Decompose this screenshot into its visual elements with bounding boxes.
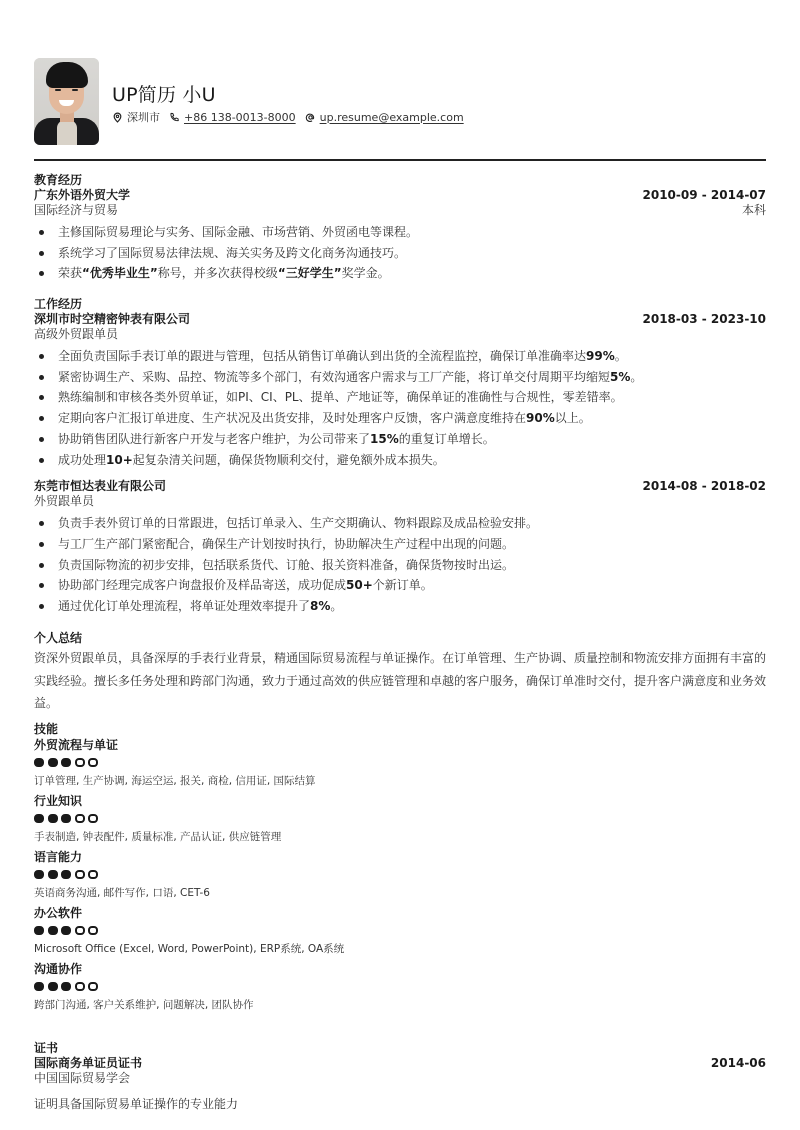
empty-dot-icon bbox=[75, 926, 85, 935]
contact-email[interactable] bbox=[305, 111, 464, 124]
skill-name: 行业知识 bbox=[34, 794, 83, 808]
skill-level-dots bbox=[34, 758, 766, 768]
skill-item bbox=[34, 905, 766, 956]
profile-photo bbox=[34, 58, 99, 145]
empty-dot-icon bbox=[88, 870, 98, 879]
section-title: 教育经历 bbox=[34, 173, 83, 187]
work-date: 2014-08 - 2018-02 bbox=[642, 479, 766, 494]
certificate-date: 2014-06 bbox=[710, 1056, 766, 1070]
filled-dot-icon bbox=[34, 814, 44, 823]
skill-name: 语言能力 bbox=[34, 850, 83, 864]
bullet-item: 协助部门经理完成客户询盘报价及样品寄送，成功促成50+个新订单。 bbox=[34, 575, 766, 596]
filled-dot-icon bbox=[48, 870, 58, 879]
company-name: 深圳市时空精密钟表有限公司 bbox=[34, 312, 191, 326]
bullet-item: 定期向客户汇报订单进度、生产状况及出货安排，及时处理客户反馈，客户满意度维持在90%以上。 bbox=[34, 408, 766, 429]
filled-dot-icon bbox=[48, 982, 58, 991]
section-title: 工作经历 bbox=[34, 297, 83, 311]
skill-keywords: Microsoft Office (Excel, Word, PowerPoint), ERP系统, OA系统 bbox=[34, 943, 345, 955]
skill-item bbox=[34, 793, 766, 844]
filled-dot-icon bbox=[61, 814, 71, 823]
skill-level-dots bbox=[34, 870, 766, 880]
location-text: 深圳市 bbox=[127, 111, 160, 124]
bullet-item: 主修国际贸易理论与实务、国际金融、市场营销、外贸函电等课程。 bbox=[34, 222, 766, 243]
contact-phone[interactable] bbox=[169, 111, 296, 124]
filled-dot-icon bbox=[34, 758, 44, 767]
candidate-name: UP简历 小U bbox=[112, 84, 216, 106]
work-bullets bbox=[34, 513, 766, 617]
section-title: 证书 bbox=[34, 1041, 59, 1055]
skill-level-dots bbox=[34, 814, 766, 824]
summary-section bbox=[34, 631, 766, 715]
bullet-item: 协助销售团队进行新客户开发与老客户维护，为公司带来了15%的重复订单增长。 bbox=[34, 429, 766, 450]
phone-link[interactable]: +86 138-0013-8000 bbox=[184, 110, 296, 124]
empty-dot-icon bbox=[88, 814, 98, 823]
skill-level-dots bbox=[34, 982, 766, 992]
empty-dot-icon bbox=[75, 870, 85, 879]
work-date: 2018-03 - 2023-10 bbox=[642, 312, 766, 326]
filled-dot-icon bbox=[61, 926, 71, 935]
summary-text: 资深外贸跟单员，具备深厚的手表行业背景，精通国际贸易流程与单证操作。在订单管理、生产协调、质量控制和物流安排方面拥有丰富的实践经验。擅长多任务处理和跨部门沟通，致力于通过高效的供应链管理和卓越的客户服务，确保订单准时交付，提升客户满意度和业务效益。 bbox=[34, 651, 767, 710]
bullet-item: 熟练编制和审核各类外贸单证，如PI、CI、PL、提单、产地证等，确保单证的准确性与合规性，零差错率。 bbox=[34, 387, 766, 408]
work-bullets bbox=[34, 346, 766, 470]
education-date: 2010-09 - 2014-07 bbox=[642, 188, 766, 202]
skill-name: 外贸流程与单证 bbox=[34, 738, 119, 752]
bullet-item: 紧密协调生产、采购、品控、物流等多个部门，有效沟通客户需求与工厂产能，将订单交付周期平均缩短5%。 bbox=[34, 367, 766, 388]
header-divider bbox=[34, 159, 766, 161]
company-name: 东莞市恒达表业有限公司 bbox=[34, 479, 167, 494]
filled-dot-icon bbox=[61, 758, 71, 767]
certificate-name: 国际商务单证员证书 bbox=[34, 1056, 143, 1070]
filled-dot-icon bbox=[48, 814, 58, 823]
bullet-item: 通过优化订单处理流程，将单证处理效率提升了8%。 bbox=[34, 596, 766, 617]
position: 外贸跟单员 bbox=[34, 494, 95, 509]
work-entry bbox=[34, 479, 766, 617]
bullet-item: 与工厂生产部门紧密配合，确保生产计划按时执行，协助解决生产过程中出现的问题。 bbox=[34, 534, 766, 555]
empty-dot-icon bbox=[75, 814, 85, 823]
empty-dot-icon bbox=[88, 982, 98, 991]
skill-keywords: 订单管理, 生产协调, 海运空运, 报关, 商检, 信用证, 国际结算 bbox=[34, 775, 316, 787]
filled-dot-icon bbox=[48, 926, 58, 935]
certificate-description: 证明具备国际贸易单证操作的专业能力 bbox=[34, 1097, 239, 1111]
work-entry bbox=[34, 312, 766, 470]
skill-item bbox=[34, 737, 766, 788]
bullet-item: 系统学习了国际贸易法律法规、海关实务及跨文化商务沟通技巧。 bbox=[34, 243, 766, 264]
filled-dot-icon bbox=[34, 982, 44, 991]
phone-icon bbox=[169, 112, 180, 123]
bullet-item: 荣获“优秀毕业生”称号，并多次获得校级“三好学生”奖学金。 bbox=[34, 263, 766, 284]
degree: 本科 bbox=[741, 203, 766, 217]
bullet-item: 全面负责国际手表订单的跟进与管理，包括从销售订单确认到出货的全流程监控，确保订单准确率达99%。 bbox=[34, 346, 766, 367]
at-icon bbox=[305, 112, 316, 123]
section-title: 技能 bbox=[34, 722, 59, 736]
resume-header bbox=[34, 58, 766, 148]
major: 国际经济与贸易 bbox=[34, 203, 119, 217]
work-section bbox=[34, 297, 766, 617]
skill-name: 沟通协作 bbox=[34, 962, 83, 976]
certificate-entry bbox=[34, 1056, 766, 1112]
filled-dot-icon bbox=[61, 982, 71, 991]
skills-section bbox=[34, 722, 766, 1017]
filled-dot-icon bbox=[34, 870, 44, 879]
empty-dot-icon bbox=[88, 926, 98, 935]
email-link[interactable]: up.resume@example.com bbox=[319, 110, 464, 124]
map-pin-icon bbox=[112, 112, 123, 123]
skill-keywords: 跨部门沟通, 客户关系维护, 问题解决, 团队协作 bbox=[34, 999, 254, 1011]
education-entry bbox=[34, 188, 766, 284]
contact-info bbox=[112, 109, 473, 125]
filled-dot-icon bbox=[34, 926, 44, 935]
skill-keywords: 英语商务沟通, 邮件写作, 口语, CET-6 bbox=[34, 887, 210, 899]
position: 高级外贸跟单员 bbox=[34, 327, 119, 341]
skill-item bbox=[34, 961, 766, 1012]
bullet-item: 负责国际物流的初步安排，包括联系货代、订舱、报关资料准备，确保货物按时出运。 bbox=[34, 555, 766, 576]
education-section bbox=[34, 173, 766, 284]
bullet-item: 成功处理10+起复杂清关问题，确保货物顺利交付，避免额外成本损失。 bbox=[34, 450, 766, 471]
skill-name: 办公软件 bbox=[34, 906, 83, 920]
skill-keywords: 手表制造, 钟表配件, 质量标准, 产品认证, 供应链管理 bbox=[34, 831, 282, 843]
certificate-issuer: 中国国际贸易学会 bbox=[34, 1071, 131, 1085]
empty-dot-icon bbox=[88, 758, 98, 767]
filled-dot-icon bbox=[48, 758, 58, 767]
bullet-item: 负责手表外贸订单的日常跟进，包括订单录入、生产交期确认、物料跟踪及成品检验安排。 bbox=[34, 513, 766, 534]
certificates-section bbox=[34, 1041, 766, 1112]
education-bullets bbox=[34, 222, 766, 284]
empty-dot-icon bbox=[75, 758, 85, 767]
filled-dot-icon bbox=[61, 870, 71, 879]
empty-dot-icon bbox=[75, 982, 85, 991]
school-name: 广东外语外贸大学 bbox=[34, 188, 131, 202]
contact-location bbox=[112, 109, 160, 125]
section-title: 个人总结 bbox=[34, 631, 83, 645]
skill-level-dots bbox=[34, 926, 766, 936]
skill-item bbox=[34, 849, 766, 900]
